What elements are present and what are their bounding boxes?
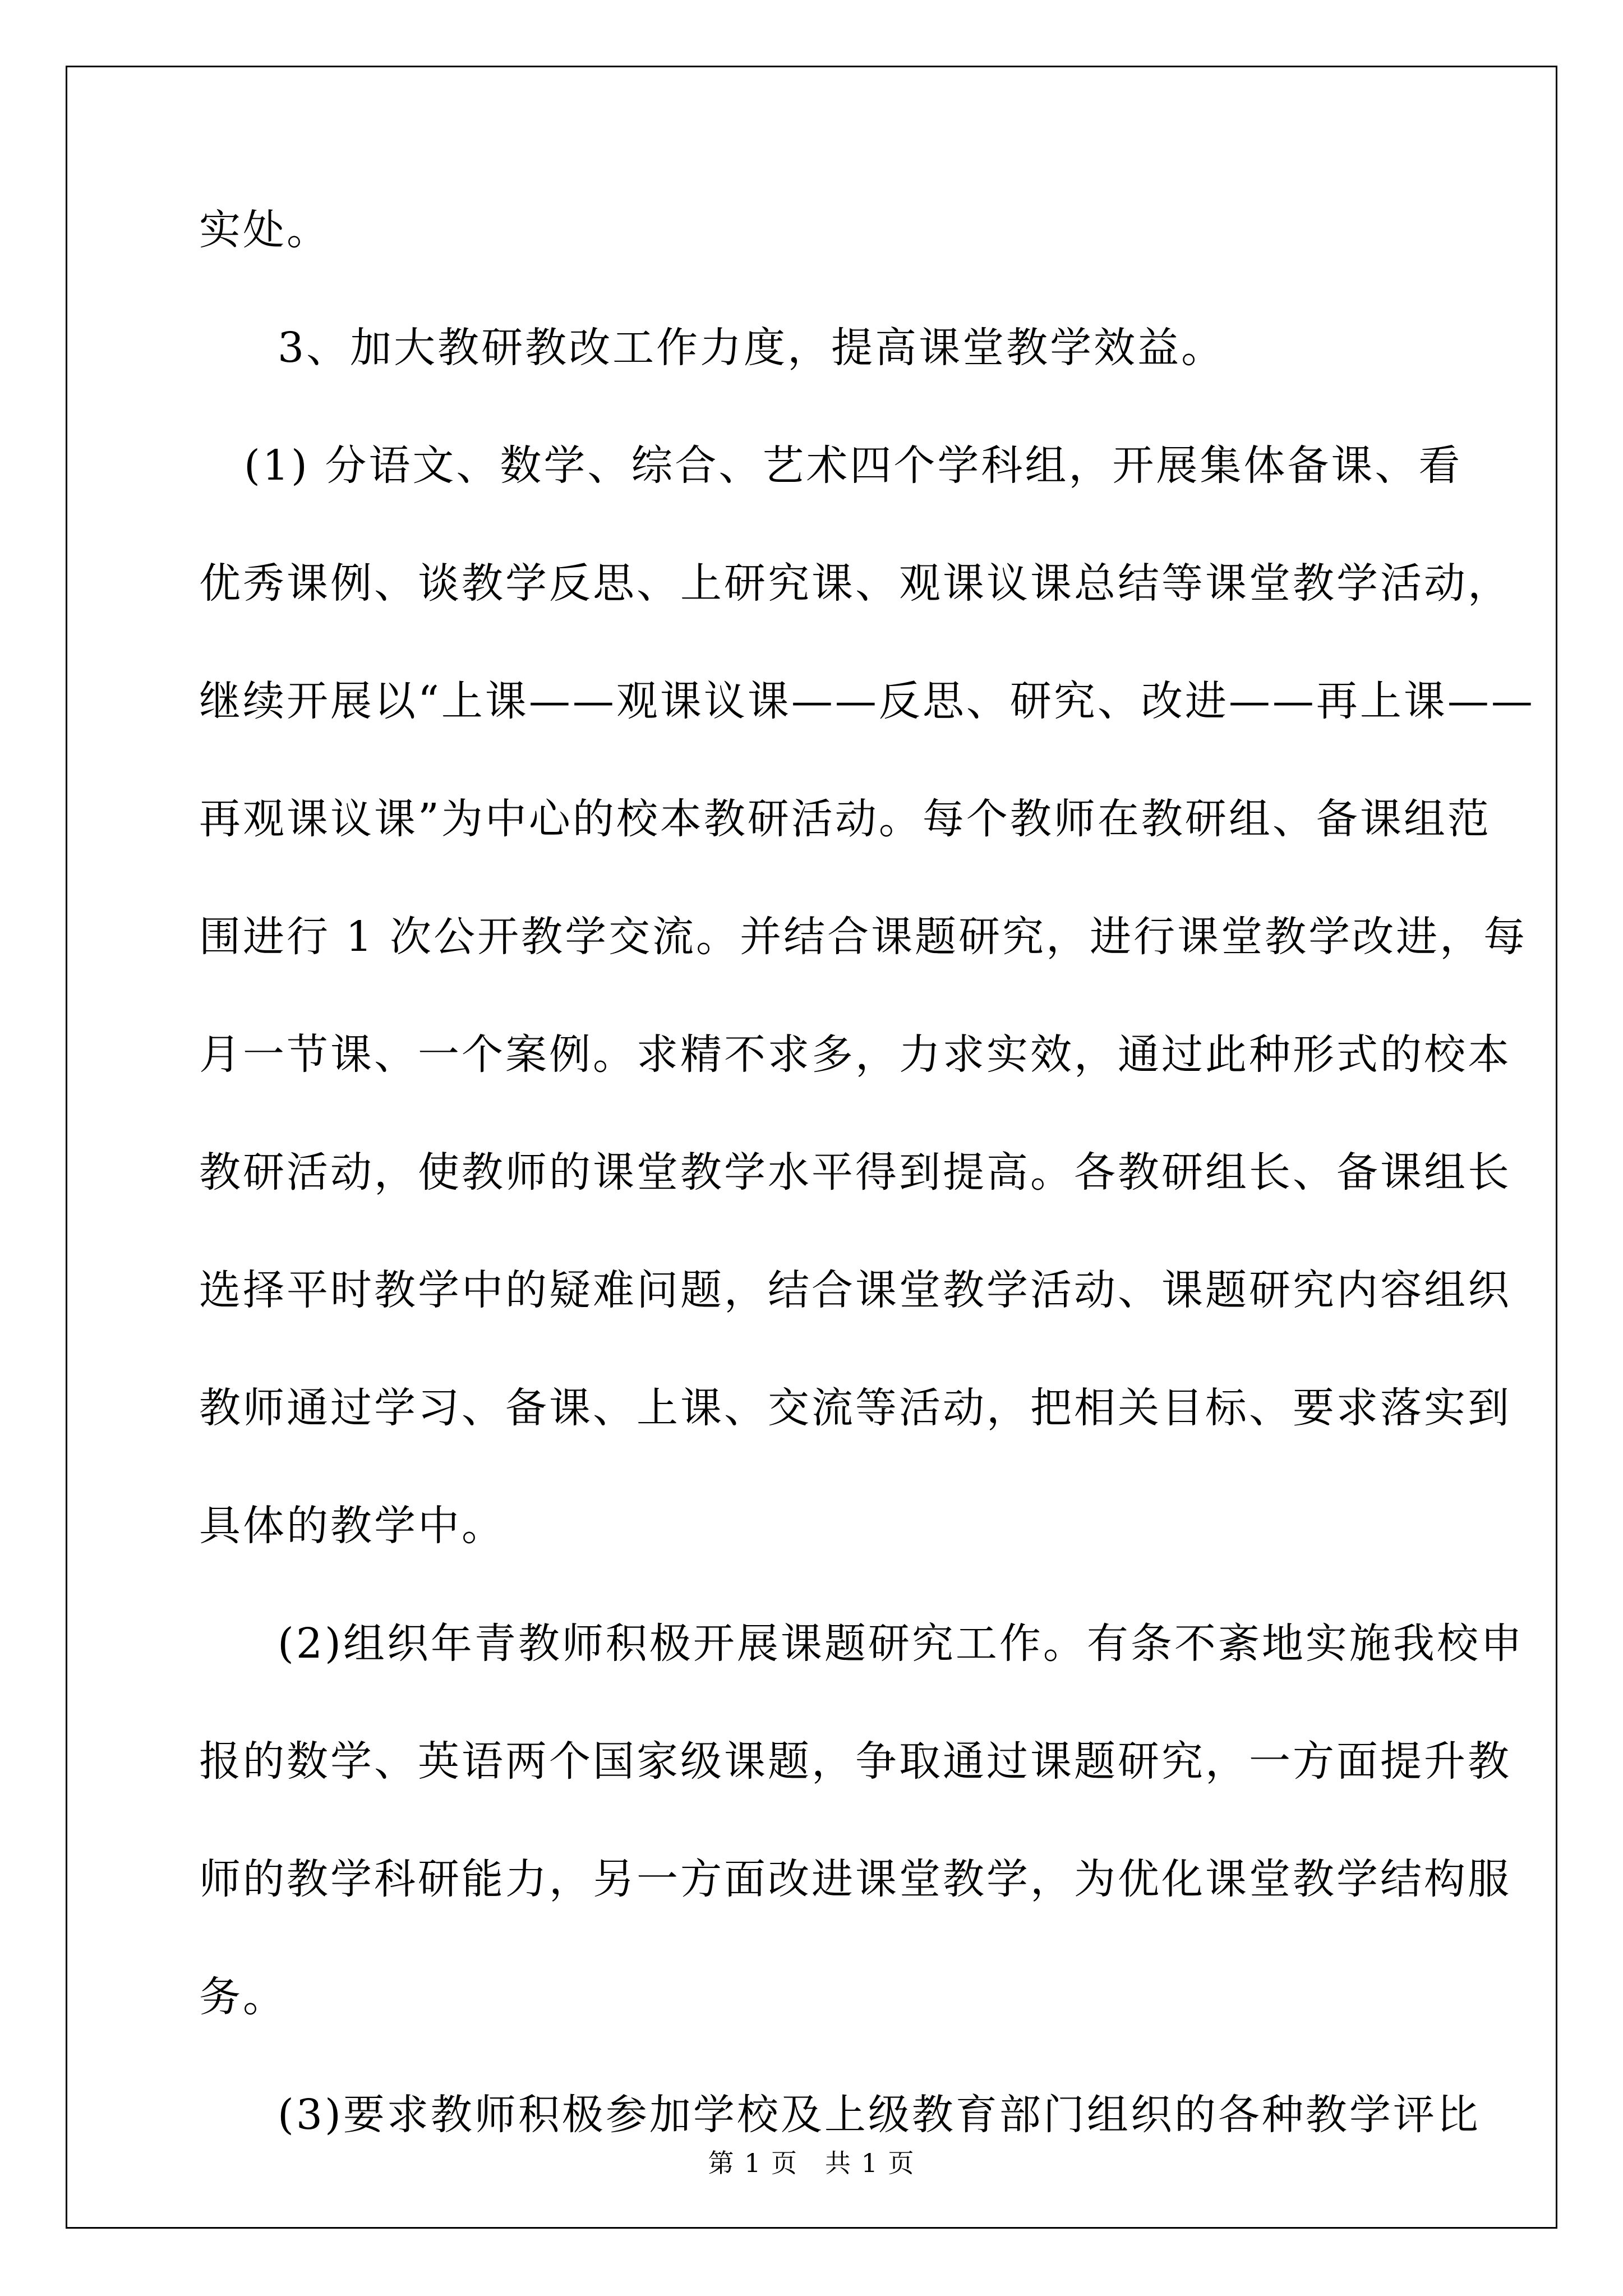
page-footer: 第 1 页 共 1 页 [708,2148,915,2178]
paragraph-line-17: (3)要求教师积极参加学校及上级教育部门组织的各种教学评比 [278,2091,1481,2139]
paragraph-line-7: 围进行 1 次公开教学交流。并结合课题研究，进行课堂教学改进，每 [199,913,1528,961]
paragraph-line-10: 选择平时教学中的疑难问题，结合课堂教学活动、课题研究内容组织 [199,1266,1511,1314]
paragraph-line-6: 再观课议课”为中心的校本教研活动。每个教师在教研组、备课组范 [199,795,1491,843]
paragraph-line-1: 实处。 [199,206,330,254]
paragraph-line-5: 继续开展以“上课——观课议课——反思、研究、改进——再上课—— [199,677,1535,725]
paragraph-line-3: (1) 分语文、数学、综合、艺术四个学科组，开展集体备课、看 [244,441,1463,490]
paragraph-line-11: 教师通过学习、备课、上课、交流等活动，把相关目标、要求落实到 [199,1384,1511,1432]
paragraph-line-14: 报的数学、英语两个国家级课题，争取通过课题研究，一方面提升教 [199,1737,1511,1786]
paragraph-line-4: 优秀课例、谈教学反思、上研究课、观课议课总结等课堂教学活动， [199,559,1511,608]
paragraph-line-13: (2)组织年青教师积极开展课题研究工作。有条不紊地实施我校申 [278,1619,1524,1668]
paragraph-line-15: 师的教学科研能力，另一方面改进课堂教学，为优化课堂教学结构服 [199,1855,1511,1903]
paragraph-line-12: 具体的教学中。 [199,1502,505,1550]
paragraph-line-16: 务。 [199,1973,287,2021]
section-heading-3: 3、加大教研教改工作力度，提高课堂教学效益。 [278,324,1225,372]
paragraph-line-9: 教研活动，使教师的课堂教学水平得到提高。各教研组长、备课组长 [199,1148,1511,1197]
paragraph-line-8: 月一节课、一个案例。求精不求多，力求实效，通过此种形式的校本 [199,1030,1511,1079]
